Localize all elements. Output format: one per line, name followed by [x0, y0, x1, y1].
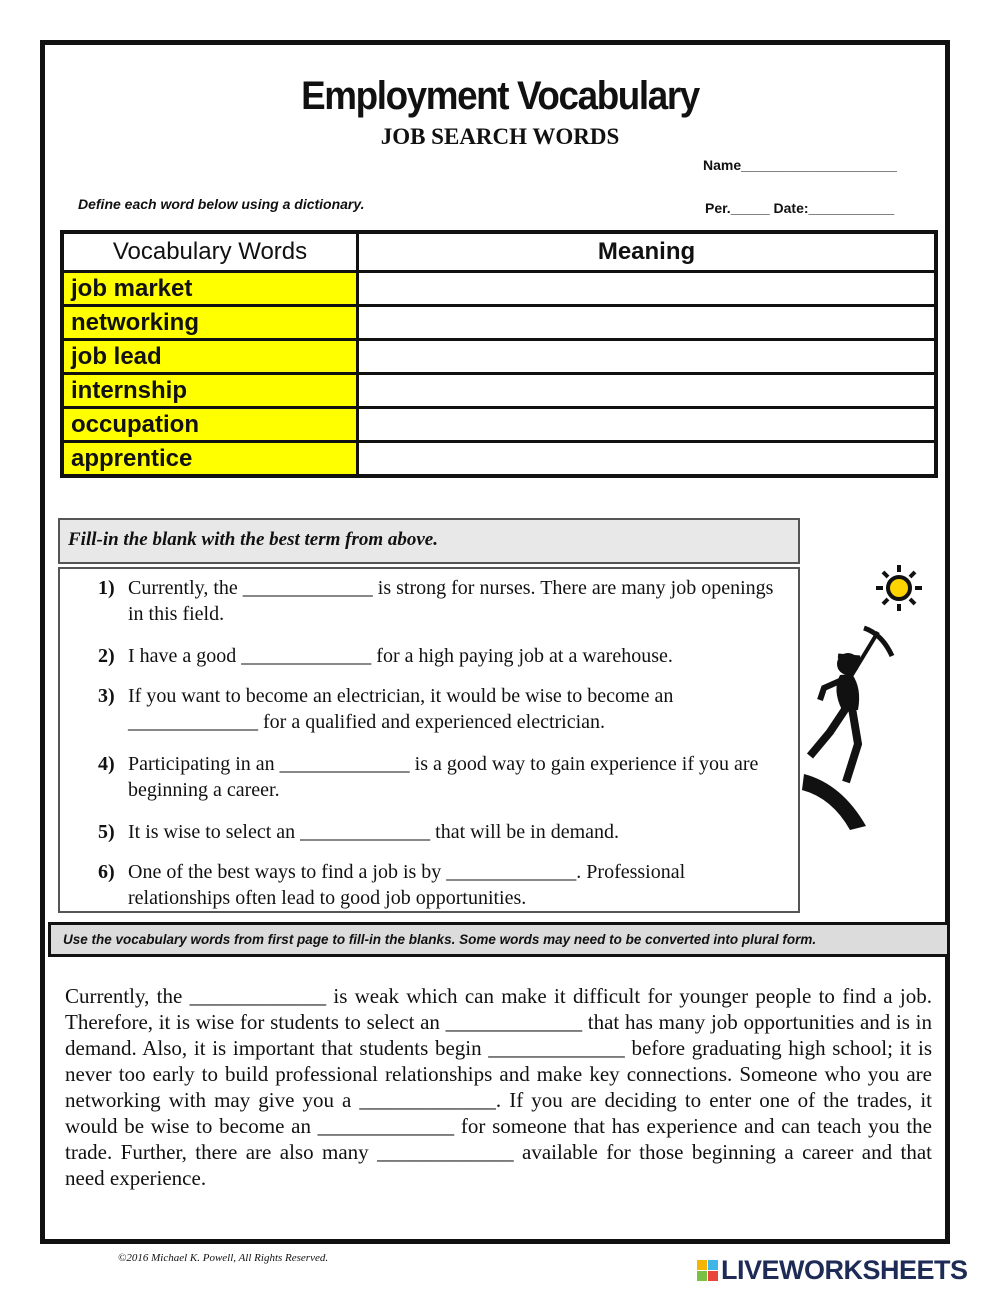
meaning-input[interactable] [358, 442, 937, 477]
question-item [98, 859, 788, 911]
fill-in-heading: Fill-in the blank with the best term from above. [58, 518, 800, 564]
vocab-word: job market [62, 272, 358, 306]
question-number: 5) [98, 821, 115, 843]
question-text[interactable]: I have a good _____________ for a high paying job at a warehouse. [128, 645, 673, 667]
table-row [62, 306, 936, 340]
vocab-word: apprentice [62, 442, 358, 477]
vocab-word: job lead [62, 340, 358, 374]
table-row [62, 442, 936, 477]
meaning-input[interactable] [358, 306, 937, 340]
period-date-field[interactable]: Per._____ Date:___________ [705, 200, 895, 216]
copyright-notice: ©2016 Michael K. Powell, All Rights Reserved. [118, 1252, 329, 1264]
question-number: 6) [98, 861, 115, 883]
meaning-input[interactable] [358, 272, 937, 306]
meaning-input[interactable] [358, 408, 937, 442]
question-number: 2) [98, 645, 115, 667]
question-number: 3) [98, 685, 115, 707]
table-row [62, 340, 936, 374]
table-row [62, 374, 936, 408]
vocab-word: occupation [62, 408, 358, 442]
column-header-meaning: Meaning [358, 232, 937, 272]
fill-in-questions-box [58, 567, 800, 913]
question-item [98, 751, 788, 803]
question-item [98, 683, 788, 735]
define-instruction: Define each word below using a dictionary. [78, 196, 365, 212]
question-text[interactable]: It is wise to select an _____________ that will be in demand. [128, 821, 620, 843]
page-subtitle: JOB SEARCH WORDS [380, 124, 620, 149]
meaning-input[interactable] [358, 340, 937, 374]
miner-with-pickaxe-icon [802, 560, 928, 834]
vocab-word: internship [62, 374, 358, 408]
liveworksheets-brand: LIVEWORKSHEETS [721, 1255, 968, 1285]
question-item [98, 575, 788, 627]
liveworksheets-icon [697, 1260, 718, 1281]
question-text[interactable]: One of the best ways to find a job is by _____________. Professional relationships often lead to good job opportunities. [128, 861, 686, 909]
question-item [98, 643, 788, 669]
question-number: 1) [98, 577, 115, 599]
column-header-words: Vocabulary Words [62, 232, 358, 272]
paragraph-instruction: Use the vocabulary words from first page to fill-in the blanks. Some words may need to be converted into plural form. [48, 922, 950, 957]
question-number: 4) [98, 753, 115, 775]
vocab-word: networking [62, 306, 358, 340]
name-field[interactable]: Name____________________ [703, 157, 897, 173]
question-text[interactable]: Participating in an _____________ is a good way to gain experience if you are beginning a career. [128, 753, 759, 801]
question-text[interactable]: Currently, the _____________ is strong for nurses. There are many job openings in this field. [128, 577, 774, 625]
liveworksheets-logo[interactable] [697, 1255, 968, 1286]
table-row [62, 408, 936, 442]
page-title: Employment Vocabulary [301, 74, 699, 118]
vocabulary-table [60, 230, 938, 478]
fill-in-paragraph[interactable]: Currently, the _____________ is weak which can make it difficult for younger people to find a job. Therefore, it is wise for students to select an _____________ that has many job opportunities and is in demand. Also, it is important that students begin _____________ before graduating high school; it is never too early to build professional relationships and make key connections. Someone who you are networking with may give you a _____________. If you are deciding to enter one of the trades, it would be wise to become an _____________ for someone that has experience and can teach you the trade. Further, there are also many _____________ available for those beginning a career and that need experience. [65, 984, 932, 1190]
table-row [62, 272, 936, 306]
question-item [98, 819, 788, 845]
question-text[interactable]: If you want to become an electrician, it would be wise to become an _____________ for a qualified and experienced electrician. [128, 685, 674, 733]
meaning-input[interactable] [358, 374, 937, 408]
